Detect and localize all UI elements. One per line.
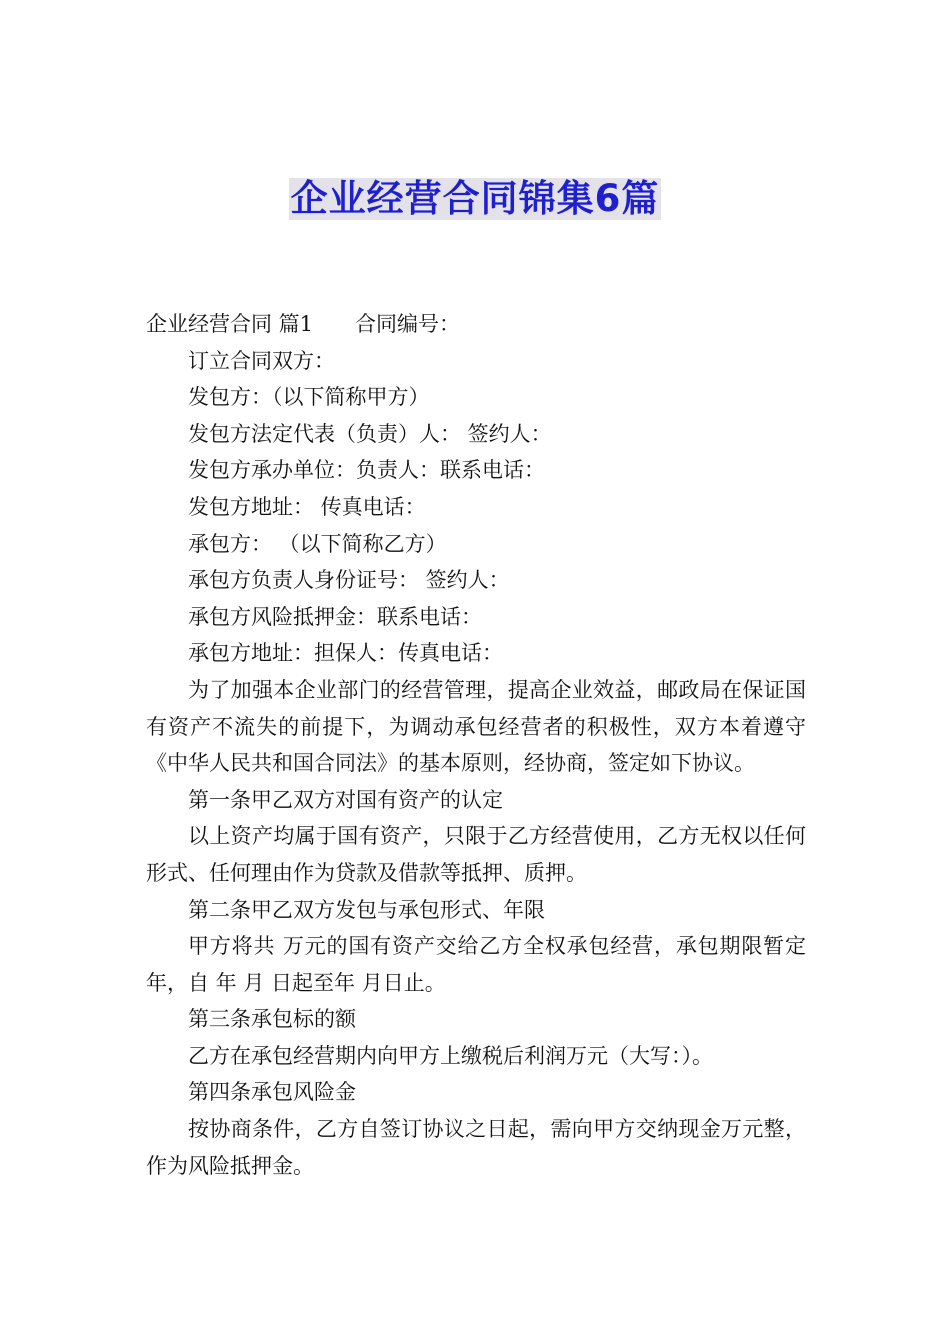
party-line: 发包方地址： 传真电话： — [188, 494, 426, 519]
title-container — [0, 178, 950, 220]
article-paragraph: 以上资产均属于国有资产，只限于乙方经营使用，乙方无权以任何形式、任何理由作为贷款及借款等抵押、质押。 — [146, 824, 806, 885]
party-line: 承包方风险抵押金：联系电话： — [188, 604, 482, 629]
document-title: 企业经营合同锦集6篇 — [290, 177, 660, 220]
party-line: 发包方：（以下简称甲方） — [188, 385, 430, 410]
article-paragraph: 乙方在承包经营期内向甲方上缴税后利润万元（大写：）。 — [188, 1043, 713, 1068]
article-paragraph: 按协商条件，乙方自签订协议之日起，需向甲方交纳现金万元整，作为风险抵押金。 — [146, 1117, 806, 1178]
article-title: 第一条甲乙双方对国有资产的认定 — [188, 787, 503, 812]
party-line: 承包方负责人身份证号： 签约人： — [188, 568, 510, 593]
contract-heading: 企业经营合同 篇1 — [146, 312, 314, 336]
article-title: 第二条甲乙双方发包与承包形式、年限 — [188, 897, 545, 922]
party-line: 承包方： （以下简称乙方） — [188, 531, 447, 556]
party-line: 承包方地址：担保人：传真电话： — [188, 641, 503, 666]
party-line: 发包方承办单位：负责人：联系电话： — [188, 458, 545, 483]
contract-number-label: 合同编号： — [355, 312, 461, 336]
article-title: 第四条承包风险金 — [188, 1080, 356, 1105]
party-line: 订立合同双方： — [188, 348, 335, 373]
party-line: 发包方法定代表（负责）人： 签约人： — [188, 421, 552, 446]
article-paragraph: 甲方将共 万元的国有资产交给乙方全权承包经营，承包期限暂定 年，自 年 月 日起至年 月日止。 — [146, 934, 806, 995]
article-title: 第三条承包标的额 — [188, 1007, 356, 1032]
document-body — [146, 306, 806, 1184]
contract-heading-line — [146, 306, 806, 343]
intro-paragraph: 为了加强本企业部门的经营管理，提高企业效益，邮政局在保证国有资产不流失的前提下，为调动承包经营者的积极性，双方本着遵守《中华人民共和国合同法》的基本原则，经协商，签定如下协议。 — [146, 677, 806, 776]
